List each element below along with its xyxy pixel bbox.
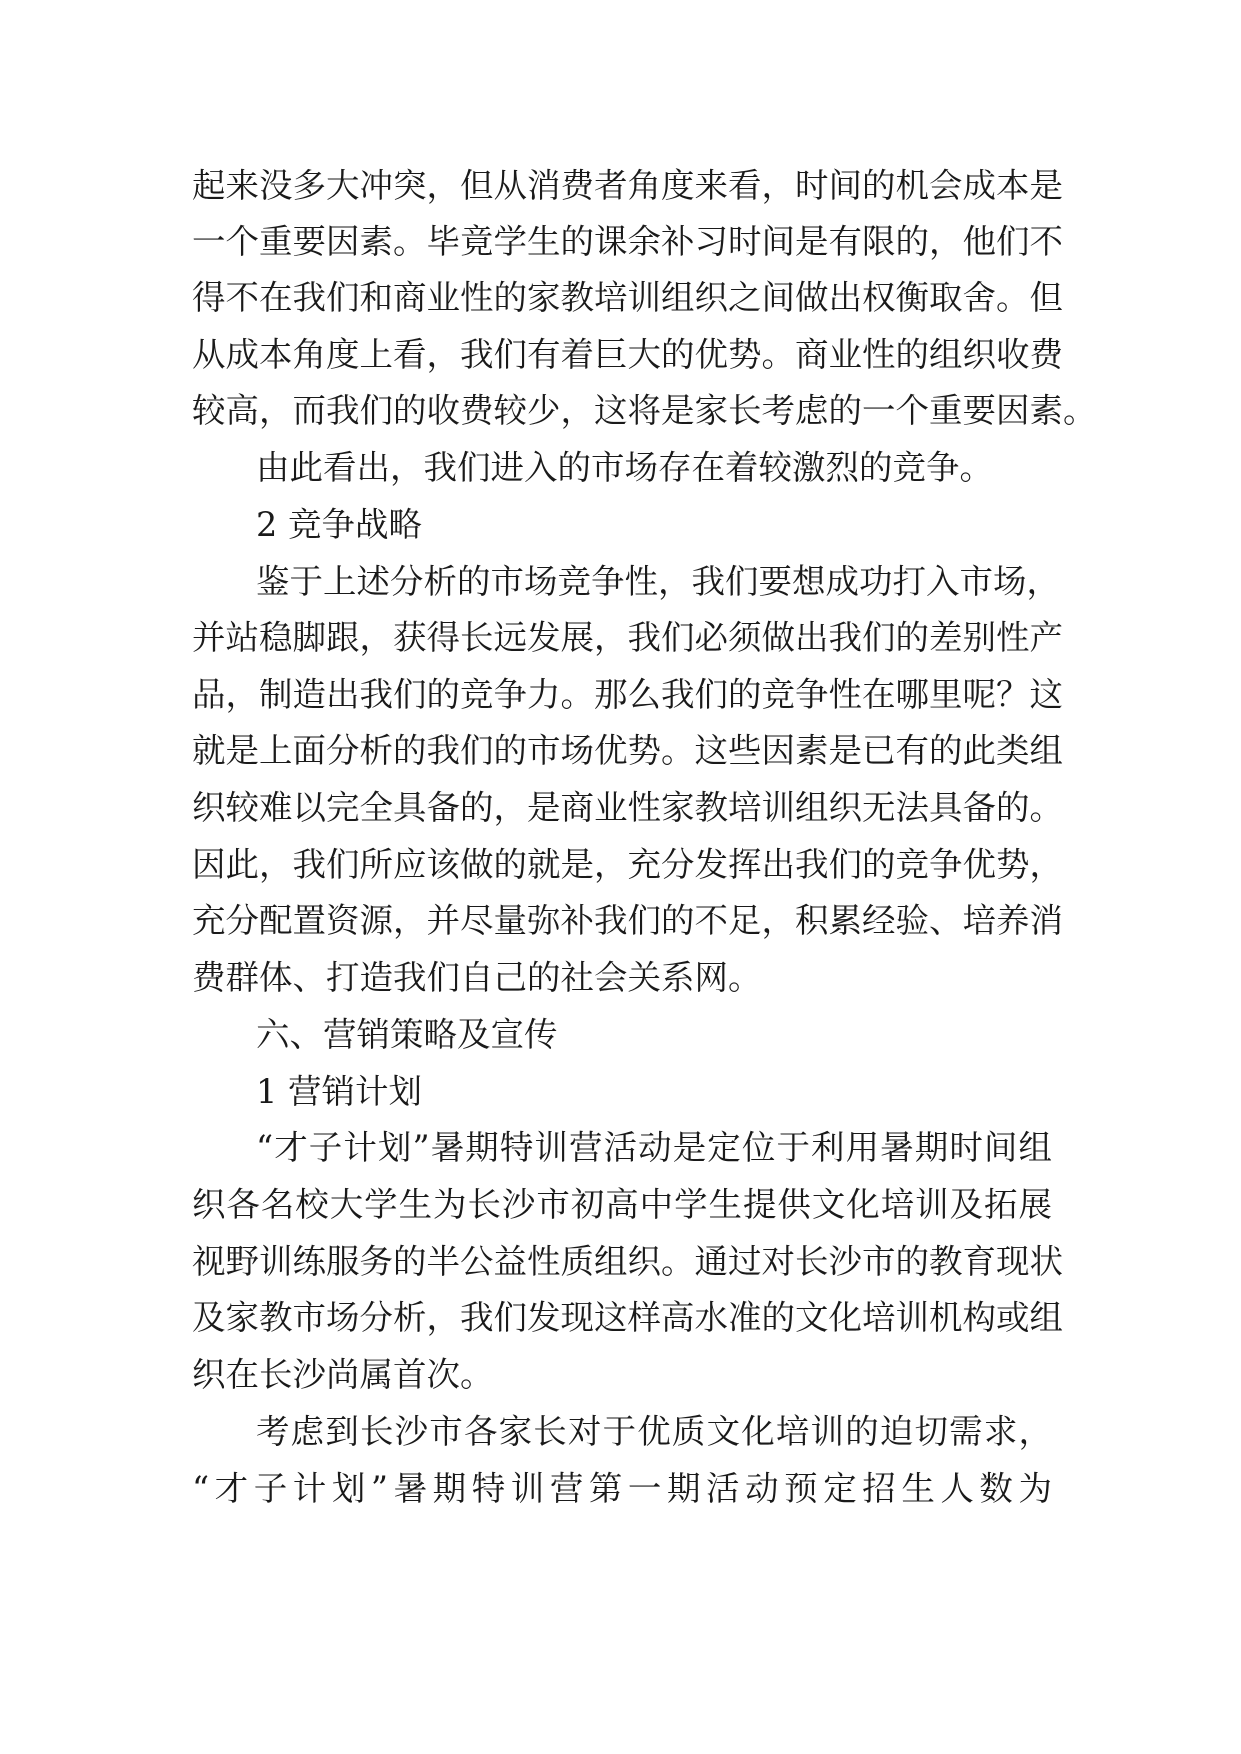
text-line: 织在长沙尚属首次。 — [192, 1355, 494, 1394]
paragraph-first-line: 鉴于上述分析的市场竞争性，我们要想成功打入市场， — [256, 562, 1060, 601]
text-line: 视野训练服务的半公益性质组织。通过对长沙市的教育现状 — [192, 1242, 1063, 1281]
text-line: 费群体、打造我们自己的社会关系网。 — [192, 958, 762, 997]
text-line: 充分配置资源，并尽量弥补我们的不足，积累经验、培养消 — [192, 901, 1063, 940]
subsection-heading: 1 营销计划 — [256, 1072, 422, 1111]
text-line: “才子计划”暑期特训营第一期活动预定招生人数为 — [192, 1469, 1052, 1508]
text-line: 品，制造出我们的竞争力。那么我们的竞争性在哪里呢？这 — [192, 675, 1063, 714]
text-line: 得不在我们和商业性的家教培训组织之间做出权衡取舍。但 — [192, 278, 1063, 317]
text-line: 并站稳脚跟，获得长远发展，我们必须做出我们的差别性产 — [192, 618, 1063, 657]
paragraph-first-line: “才子计划”暑期特训营活动是定位于利用暑期时间组 — [256, 1128, 1052, 1167]
text-line: 较高，而我们的收费较少，这将是家长考虑的一个重要因素。 — [192, 391, 1097, 430]
section-heading: 2 竞争战略 — [256, 505, 422, 544]
text-line: 一个重要因素。毕竟学生的课余补习时间是有限的，他们不 — [192, 222, 1063, 261]
text-line: 及家教市场分析，我们发现这样高水准的文化培训机构或组 — [192, 1298, 1063, 1337]
text-line: 就是上面分析的我们的市场优势。这些因素是已有的此类组 — [192, 731, 1063, 770]
text-line: 因此，我们所应该做的就是，充分发挥出我们的竞争优势， — [192, 845, 1063, 884]
paragraph-first-line: 考虑到长沙市各家长对于优质文化培训的迫切需求， — [256, 1412, 1052, 1451]
section-heading: 六、营销策略及宣传 — [256, 1015, 558, 1054]
text-line: 织各名校大学生为长沙市初高中学生提供文化培训及拓展 — [192, 1185, 1052, 1224]
text-line: 从成本角度上看，我们有着巨大的优势。商业性的组织收费 — [192, 335, 1063, 374]
text-line: 起来没多大冲突，但从消费者角度来看，时间的机会成本是 — [192, 166, 1063, 205]
paragraph-line: 由此看出，我们进入的市场存在着较激烈的竞争。 — [256, 448, 993, 487]
text-line: 织较难以完全具备的，是商业性家教培训组织无法具备的。 — [192, 788, 1063, 827]
